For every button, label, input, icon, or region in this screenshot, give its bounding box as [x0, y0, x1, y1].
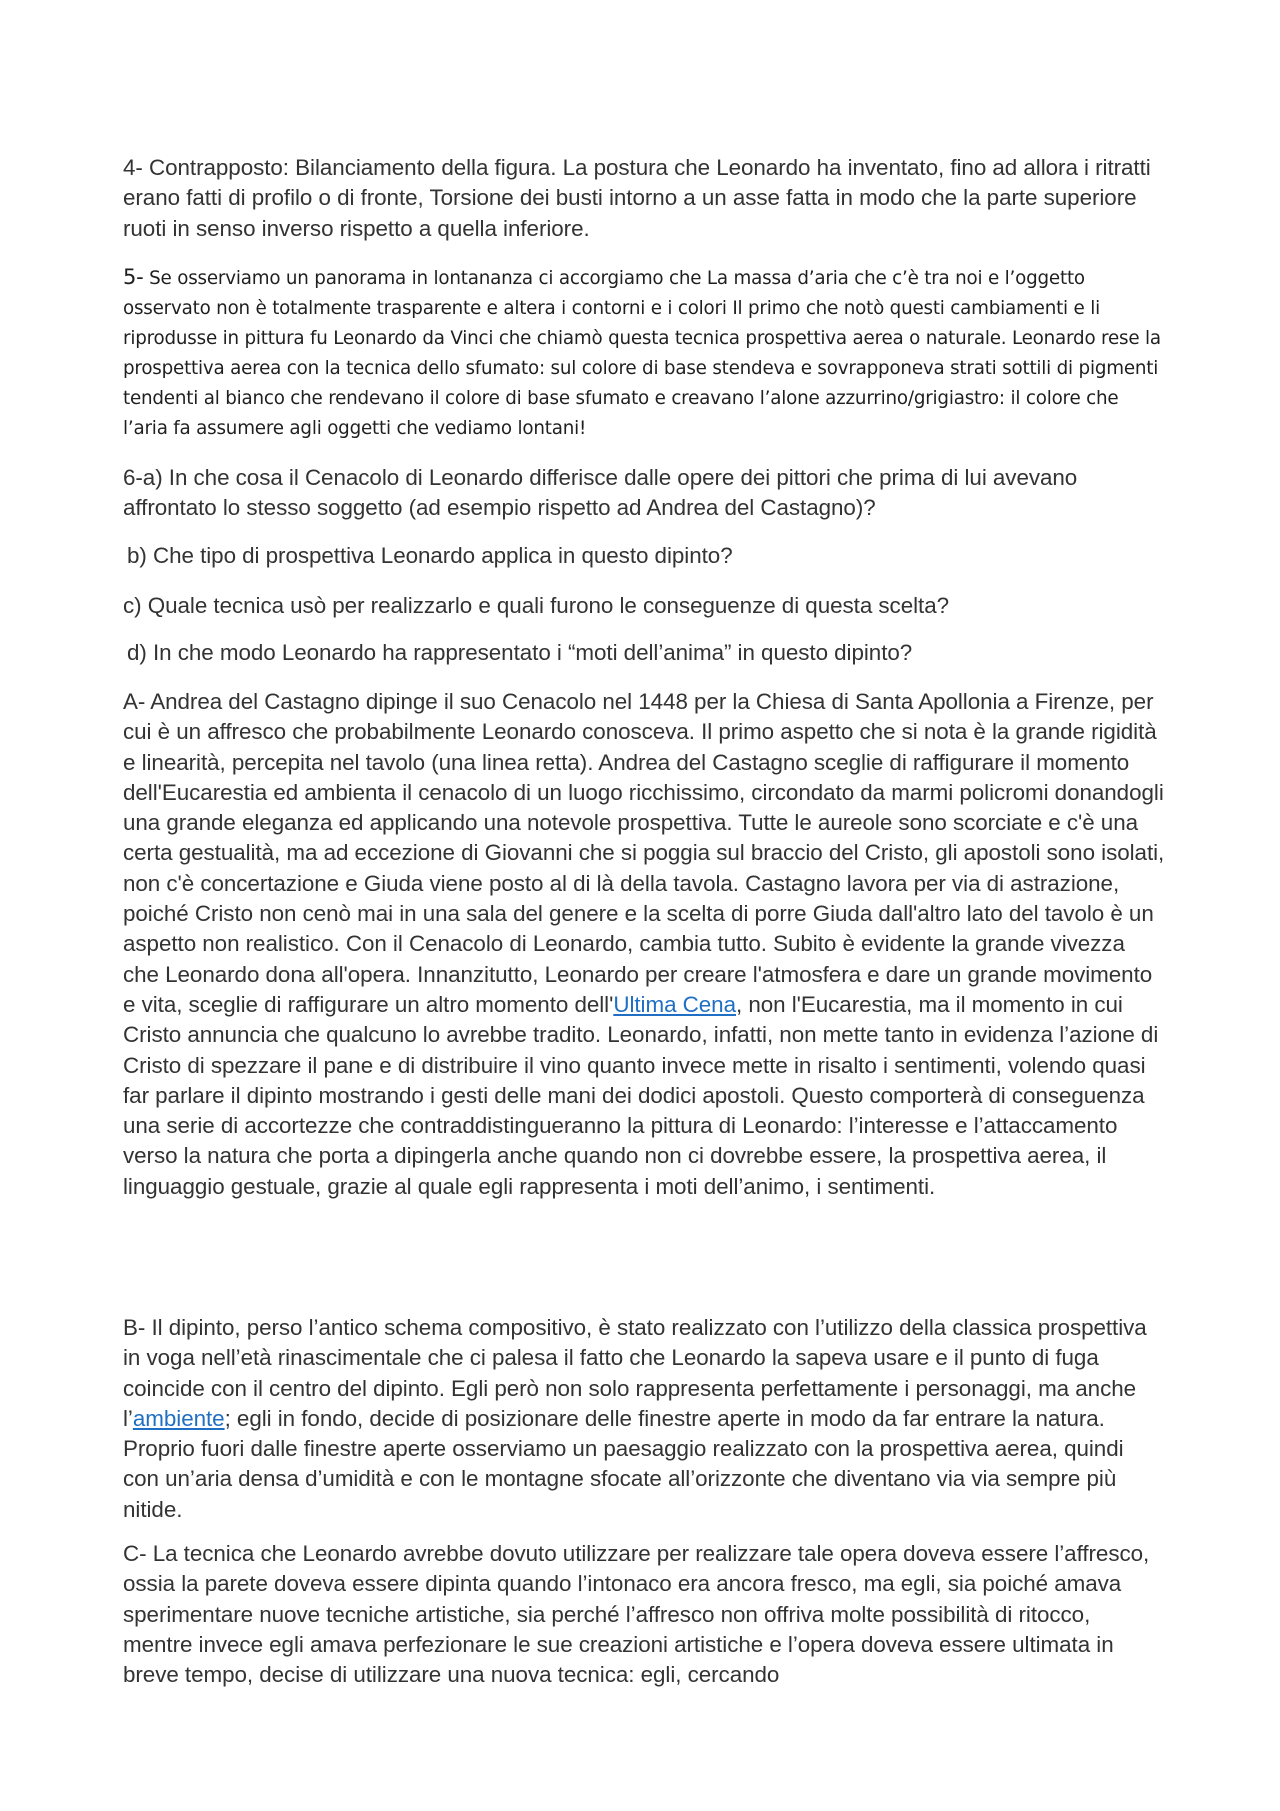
question-6a [123, 463, 1165, 524]
question-6c [123, 591, 1165, 621]
ultima-cena-link[interactable]: Ultima Cena [613, 991, 736, 1017]
question-6d [123, 638, 1169, 668]
question-6d-text: d) In che modo Leonardo ha rappresentato i “moti dell’anima” in questo dipinto? [127, 640, 913, 665]
paragraph-5 [123, 262, 1165, 444]
paragraph-5-number: 5- [123, 265, 144, 289]
answer-b-text-after: ; egli in fondo, decide di posizionare delle finestre aperte in modo da far entrare la natura. Proprio fuori dalle finestre aperte osserviamo un paesaggio realizzato con la prospettiva aerea, quindi con un’aria densa d’umidità e con le montagne sfocate all’orizzonte che diventano via via sempre più nitide. [123, 1405, 1124, 1522]
ambiente-link[interactable]: ambiente [132, 1405, 225, 1431]
question-6b-text: b) Che tipo di prospettiva Leonardo applica in questo dipinto? [127, 543, 733, 568]
question-6b [123, 541, 1169, 571]
paragraph-4-text: 4- Contrapposto: Bilanciamento della figura. La postura che Leonardo ha inventato, fino ad allora i ritratti erano fatti di profilo o di fronte, Torsione dei busti intorno a un asse fatta in modo che la parte superiore ruoti in senso inverso rispetto a quella inferiore. [123, 155, 1151, 241]
question-6c-text: c) Quale tecnica usò per realizzarlo e quali furono le conseguenze di questa scelta? [123, 593, 949, 618]
answer-b [123, 1313, 1165, 1525]
answer-a-text-before: A- Andrea del Castagno dipinge il suo Cenacolo nel 1448 per la Chiesa di Santa Apollonia a Firenze, per cui è un affresco che probabilmente Leonardo conosceva. Il primo aspetto che si nota è la grande rigidità e linearità, percepita nel tavolo (una linea retta). Andrea del Castagno sceglie di raffigurare il momento dell'Eucarestia ed ambienta il cenacolo di un luogo ricchissimo, circondato da marmi policromi donandogli una grande eleganza ed applicando una notevole prospettiva. Tutte le aureole sono scorciate e c'è una certa gestualità, ma ad eccezione di Giovanni che si poggia sul braccio del Cristo, gli apostoli sono isolati, non c'è concertazione e Giuda viene posto al di là della tavola. Castagno lavora per via di astrazione, poiché Cristo non cenò mai in una sala del genere e la scelta di porre Giuda dall'altro lato del tavolo è un aspetto non realistico. Con il Cenacolo di Leonardo, cambia tutto. Subito è evidente la grande vivezza che Leonardo dona all'opera. Innanzitutto, Leonardo per creare l'atmosfera e dare un grande movimento e vita, sceglie di raffigurare un altro momento dell' [123, 689, 1165, 1017]
answer-c [123, 1539, 1165, 1690]
paragraph-5-text: Se osserviamo un panorama in lontananza ci accorgiamo che La massa d’aria che c’è tra noi e l’oggetto osservato non è totalmente trasparente e altera i contorni e i colori Il primo che notò questi cambiamenti e li riprodusse in pittura fu Leonardo da Vinci che chiamò questa tecnica prospettiva aerea o naturale. Leonardo rese la prospettiva aerea con la tecnica dello sfumato: sul colore di base stendeva e sovrapponeva strati sottili di pigmenti tendenti al bianco che rendevano il colore di base sfumato e creavano l’alone azzurrino/grigiastro: il colore che l’aria fa assumere agli oggetti che vediamo lontani! [123, 268, 1161, 439]
answer-a [123, 687, 1165, 1202]
answer-a-text-after: , non l'Eucarestia, ma il momento in cui Cristo annuncia che qualcuno lo avrebbe tradito. Leonardo, infatti, non mette tanto in evidenza l’azione di Cristo di spezzare il pane e di distribuire il vino quanto invece mette in risalto i sentimenti, volendo quasi far parlare il dipinto mostrando i gesti delle mani dei dodici apostoli. Questo comporterà di conseguenza una serie di accortezze che contraddistingueranno la pittura di Leonardo: l’interesse e l’attaccamento verso la natura che porta a dipingerla anche quando non ci dovrebbe essere, la prospettiva aerea, il linguaggio gestuale, grazie al quale egli rappresenta i moti dell’animo, i sentimenti. [123, 991, 1159, 1199]
question-6a-text: 6-a) In che cosa il Cenacolo di Leonardo differisce dalle opere dei pittori che prima di lui avevano affrontato lo stesso soggetto (ad esempio rispetto ad Andrea del Castagno)? [123, 465, 1078, 521]
answer-b-text-before: B- Il dipinto, perso l’antico schema compositivo, è stato realizzato con l’utilizzo della classica prospettiva in voga nell’età rinascimentale che ci palesa il fatto che Leonardo la sapeva usare e il punto di fuga coincide con il centro del dipinto. Egli però non solo rappresenta perfettamente i personaggi, ma anche l’ [123, 1315, 1147, 1431]
answer-c-text: C- La tecnica che Leonardo avrebbe dovuto utilizzare per realizzare tale opera doveva essere l’affresco, ossia la parete doveva essere dipinta quando l’intonaco era ancora fresco, ma egli, sia poiché amava sperimentare nuove tecniche artistiche, sia perché l’affresco non offriva molte possibilità di ritocco, mentre invece egli amava perfezionare le sue creazioni artistiche e l’opera doveva essere ultimata in breve tempo, decise di utilizzare una nuova tecnica: egli, cercando [123, 1541, 1150, 1688]
paragraph-4 [123, 153, 1165, 244]
